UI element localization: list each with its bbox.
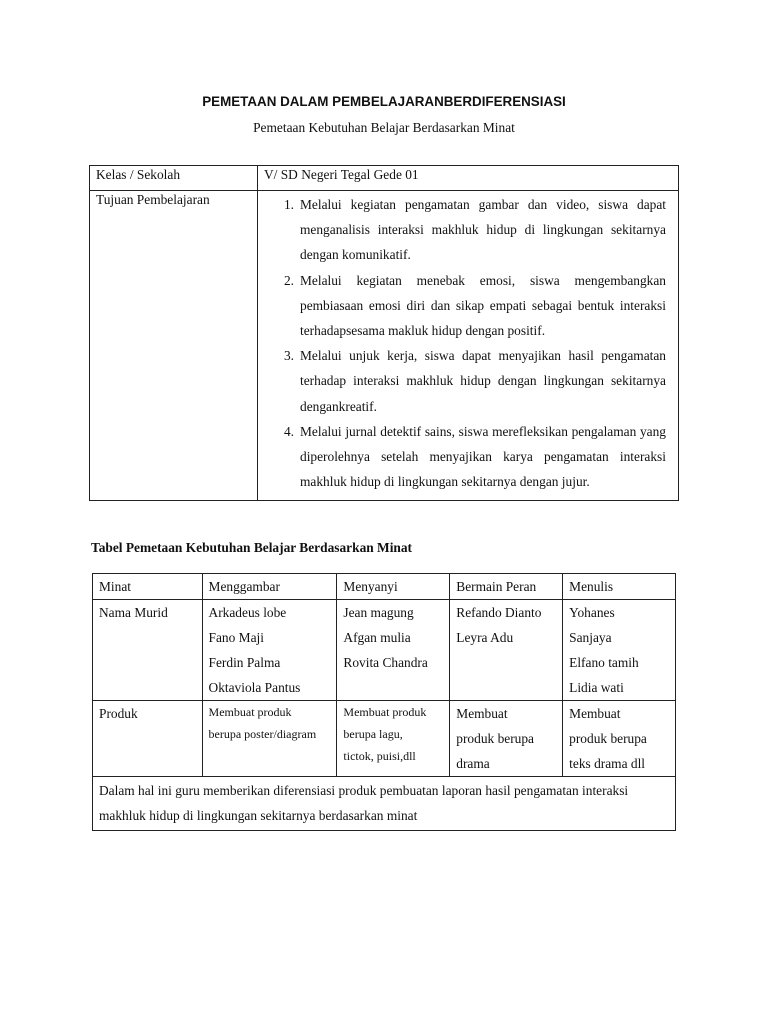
product-line: tictok, puisi,dll	[343, 749, 416, 763]
product-line: teks drama dll	[569, 756, 646, 771]
goal-text: Melalui unjuk kerja, siswa dapat menyajikan hasil pengamatan terhadap interaksi makhluk hidup dengan lingkungan sekitarnya dengankreatif.	[300, 348, 666, 414]
column-header: Bermain Peran	[450, 574, 563, 600]
product-line: drama	[456, 756, 490, 771]
class-label: Kelas / Sekolah	[90, 166, 258, 191]
column-header: Minat	[93, 574, 203, 600]
student-name: Yohanes	[569, 605, 615, 620]
goal-text: Melalui kegiatan menebak emosi, siswa mengembangkan pembiasaan emosi diri dan sikap empati sebagai bentuk interaksi terhadapsesama makluk hidup dengan positif.	[300, 272, 666, 339]
student-cell	[337, 600, 450, 701]
table-row	[90, 191, 679, 501]
student-name: Oktaviola Pantus	[208, 680, 301, 695]
table-header-row	[93, 574, 676, 600]
column-header: Menyanyi	[337, 574, 450, 600]
product-label: Produk	[93, 701, 203, 777]
goal-number: 1.	[283, 197, 294, 212]
table-row	[93, 777, 676, 831]
product-cell	[450, 701, 563, 777]
table-note: Dalam hal ini guru memberikan diferensiasi produk pembuatan laporan hasil pengamatan interaksi makhluk hidup di lingkungan sekitarnya berdasarkan minat	[93, 777, 676, 831]
product-line: Membuat	[456, 706, 508, 721]
goal-text: Melalui kegiatan pengamatan gambar dan video, siswa dapat menganalisis interaksi makhluk hidup di lingkungan sekitarnya dengan komunikatif.	[300, 197, 666, 263]
student-name: Arkadeus lobe	[208, 605, 287, 620]
product-line: produk berupa	[569, 731, 647, 746]
student-cell	[202, 600, 337, 701]
product-line: Membuat produk	[343, 705, 427, 719]
student-name: Elfano tamih	[569, 655, 639, 670]
student-name: Rovita Chandra	[343, 655, 428, 670]
product-line: Membuat	[569, 706, 621, 721]
table-row	[90, 166, 679, 191]
goal-number: 2.	[283, 272, 294, 288]
student-name: Refando Dianto	[456, 605, 542, 620]
interest-table-caption: Tabel Pemetaan Kebutuhan Belajar Berdasarkan Minat	[91, 540, 413, 555]
goal-number: 3.	[283, 348, 294, 364]
student-name: Jean magung	[343, 605, 414, 620]
product-cell	[202, 701, 337, 777]
table-row	[93, 600, 676, 701]
product-line: produk berupa	[456, 731, 534, 746]
goals-label: Tujuan Pembelajaran	[90, 191, 258, 501]
product-line: berupa poster/diagram	[208, 727, 317, 741]
interest-mapping-table	[92, 573, 676, 831]
learning-goals-list	[258, 191, 679, 501]
class-info-table	[89, 165, 679, 501]
student-name: Leyra Adu	[456, 630, 514, 645]
goal-number: 4.	[283, 423, 294, 439]
product-line: berupa lagu,	[343, 727, 403, 741]
student-name: Lidia wati	[569, 680, 624, 695]
list-item	[274, 268, 666, 344]
list-item	[274, 343, 666, 419]
column-header: Menggambar	[202, 574, 337, 600]
student-cell	[450, 600, 563, 701]
product-cell	[337, 701, 450, 777]
table-row	[93, 701, 676, 777]
list-item	[274, 192, 666, 268]
product-cell	[563, 701, 676, 777]
document-subtitle: Pemetaan Kebutuhan Belajar Berdasarkan Minat	[253, 120, 515, 135]
student-name: Afgan mulia	[343, 630, 411, 645]
students-label: Nama Murid	[93, 600, 203, 701]
product-line: Membuat produk	[208, 705, 292, 719]
goal-text: Melalui jurnal detektif sains, siswa merefleksikan pengalaman yang diperolehnya setelah menyajikan karya pengamatan interaksi makhluk hidup di lingkungan sekitarnya dengan jujur.	[300, 423, 666, 490]
column-header: Menulis	[563, 574, 676, 600]
student-name: Sanjaya	[569, 630, 612, 645]
student-name: Ferdin Palma	[208, 655, 281, 670]
student-cell	[563, 600, 676, 701]
student-name: Fano Maji	[208, 630, 264, 645]
list-item	[274, 419, 666, 495]
document-title: PEMETAAN DALAM PEMBELAJARANBERDIFERENSIASI	[202, 94, 566, 109]
class-value: V/ SD Negeri Tegal Gede 01	[258, 166, 679, 191]
